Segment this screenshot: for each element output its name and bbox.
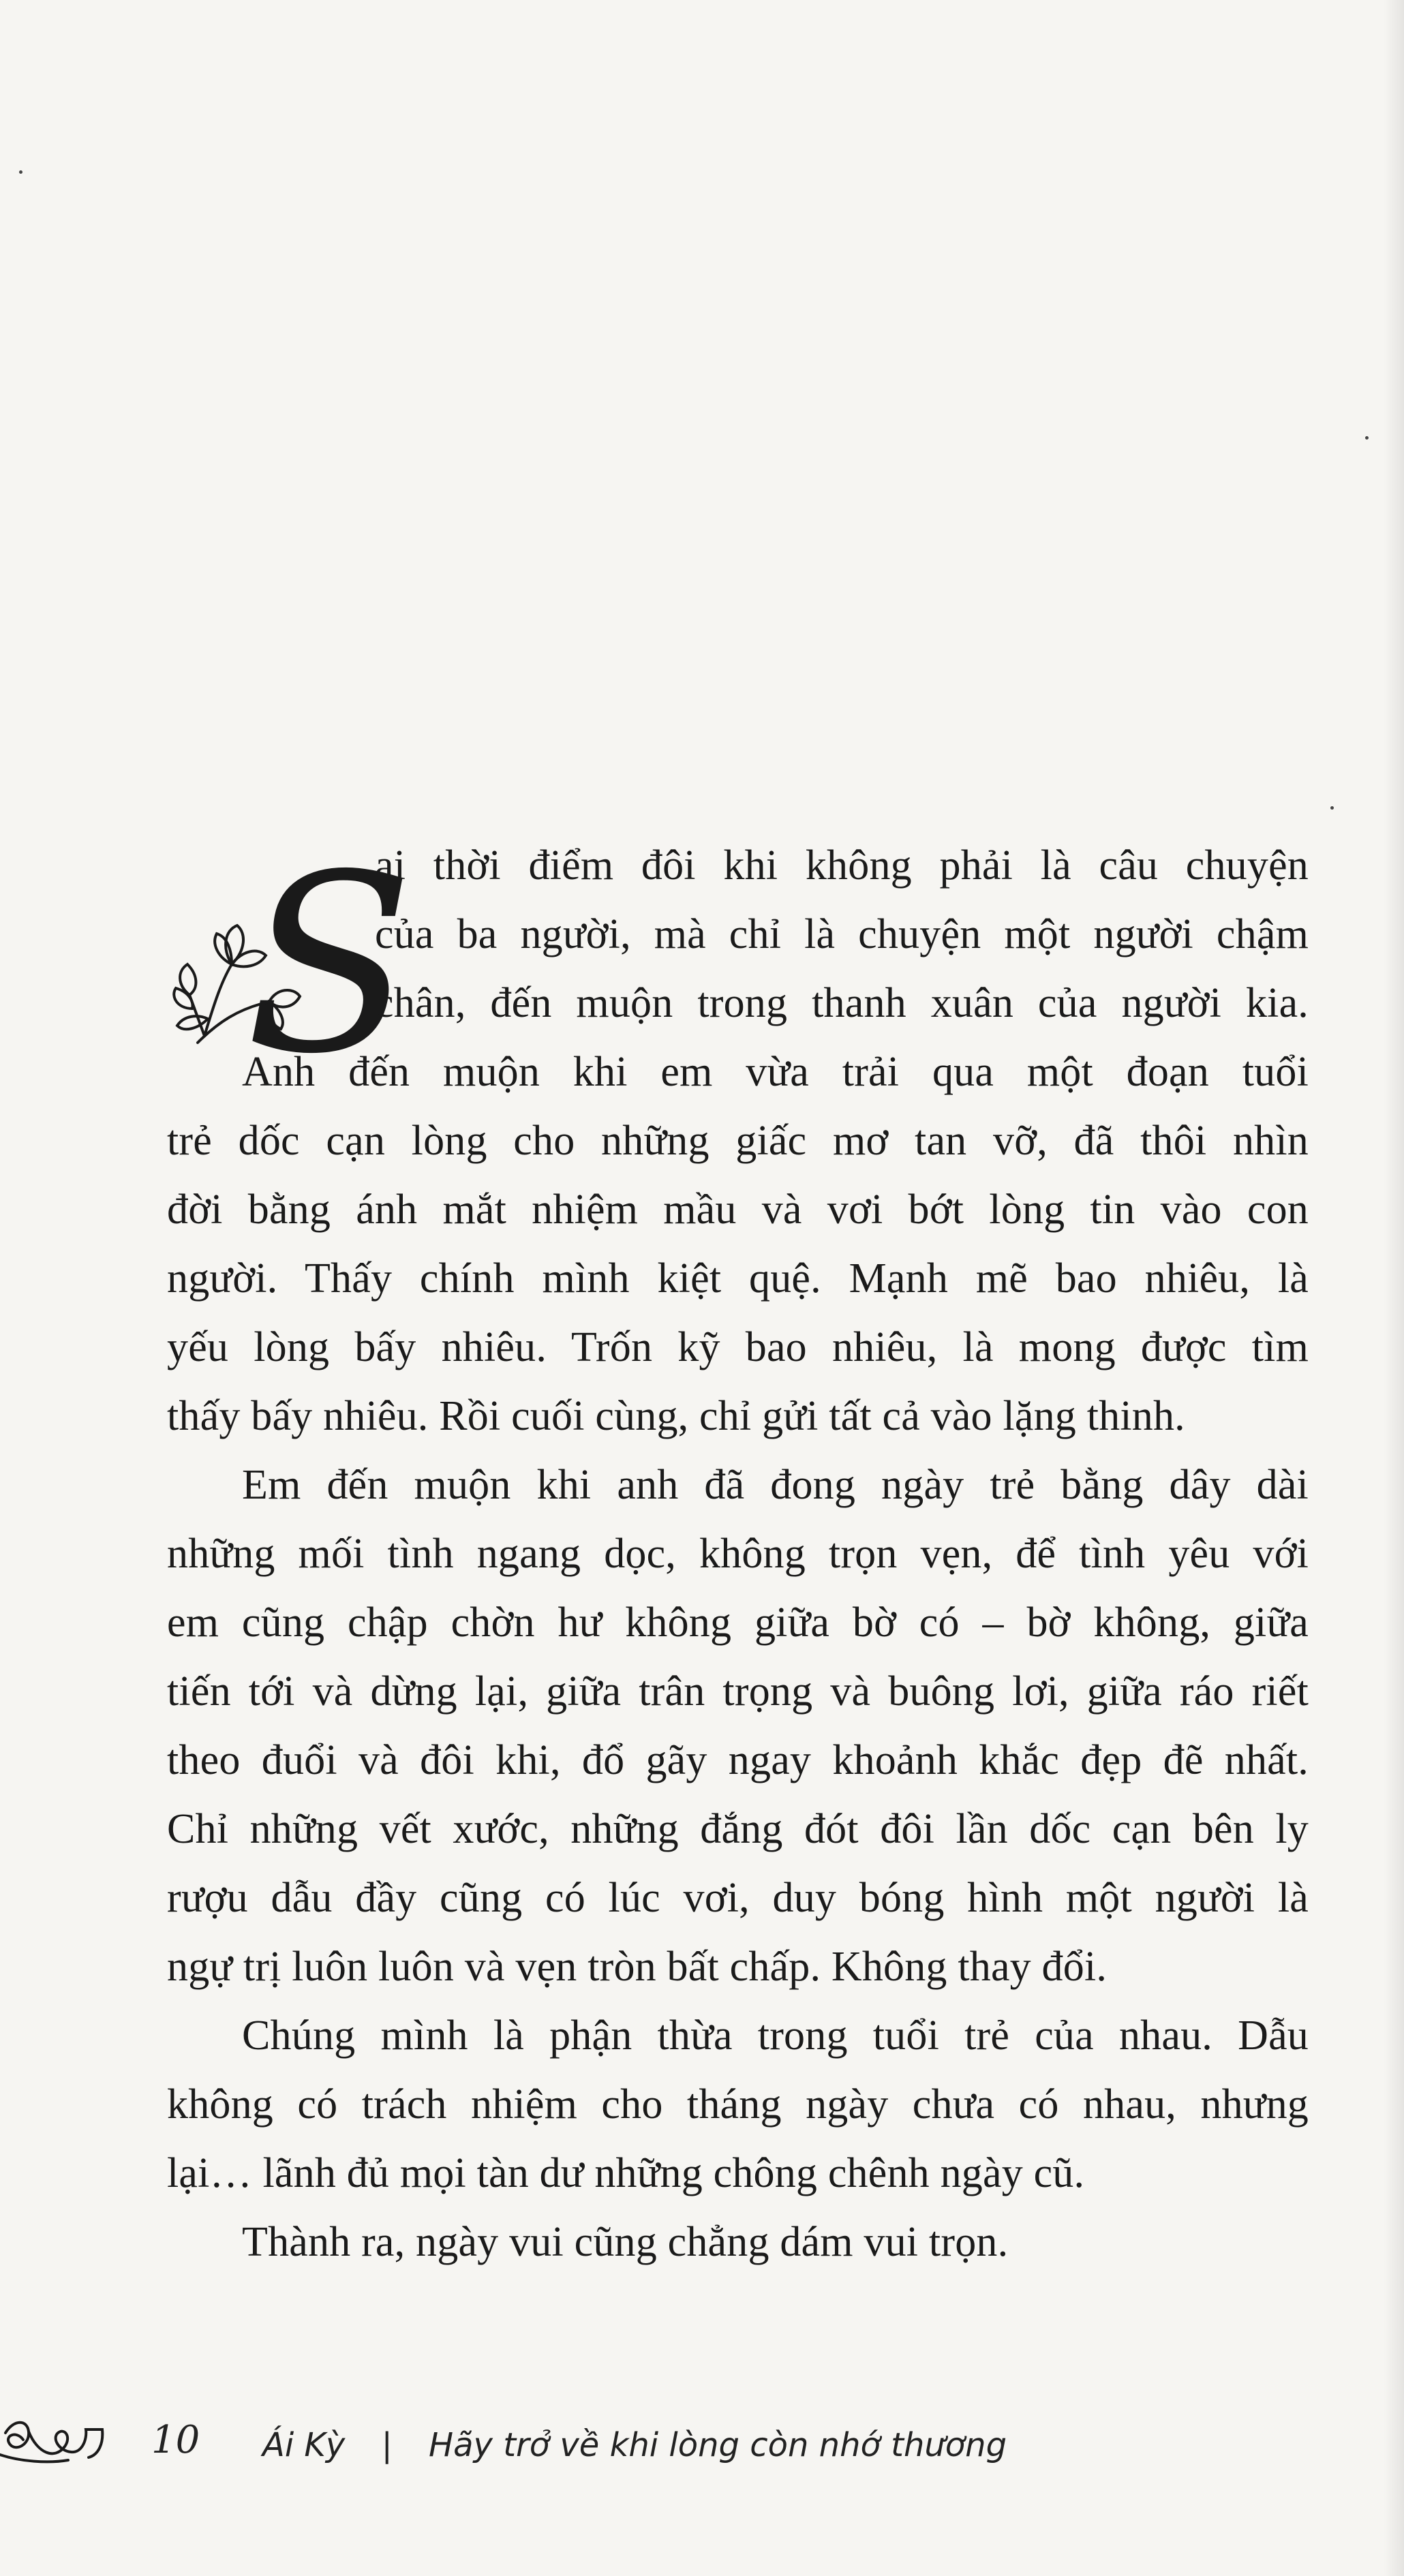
page-edge-shadow bbox=[1384, 0, 1404, 2576]
text-line: thấy bấy nhiêu. Rồi cuối cùng, chỉ gửi tất cả vào lặng thinh. bbox=[167, 1393, 1185, 1439]
paper-speck bbox=[1365, 436, 1369, 440]
text-line: ngự trị luôn luôn và vẹn tròn bất chấp. Không thay đổi. bbox=[167, 1944, 1108, 1990]
drop-cap-letter: S bbox=[245, 822, 414, 1107]
text-line: Thành ra, ngày vui cũng chẳng dám vui trọn. bbox=[242, 2219, 1009, 2265]
page-number: 10 bbox=[151, 2418, 200, 2462]
text-line: người. Thấy chính mình kiệt quệ. Mạnh mẽ bao nhiêu, là bbox=[167, 1255, 1309, 1302]
footer-flourish-icon bbox=[0, 2412, 112, 2474]
paper-speck bbox=[19, 170, 22, 174]
text-line: yếu lòng bấy nhiêu. Trốn kỹ bao nhiêu, là mong được tìm bbox=[167, 1324, 1309, 1370]
text-line: lại… lãnh đủ mọi tàn dư những chông chênh ngày cũ. bbox=[167, 2150, 1085, 2196]
header-separator: | bbox=[381, 2426, 393, 2464]
text-line: đời bằng ánh mắt nhiệm mầu và vơi bớt lòng tin vào con bbox=[167, 1186, 1309, 1233]
text-line: chân, đến muộn trong thanh xuân của người kia. bbox=[375, 980, 1309, 1026]
text-line: không có trách nhiệm cho tháng ngày chưa có nhau, nhưng bbox=[167, 2081, 1309, 2128]
paper-speck bbox=[1330, 806, 1334, 810]
body-text bbox=[167, 831, 1309, 2277]
text-line: tiến tới và dừng lại, giữa trân trọng và buông lơi, giữa ráo riết bbox=[167, 1668, 1309, 1715]
text-line: của ba người, mà chỉ là chuyện một người chậm bbox=[375, 911, 1309, 957]
text-line: Em đến muộn khi anh đã đong ngày trẻ bằng dây dài bbox=[242, 1462, 1309, 1508]
text-line: theo đuổi và đôi khi, đổ gãy ngay khoảnh khắc đẹp đẽ nhất. bbox=[167, 1737, 1309, 1783]
text-line: ai thời điểm đôi khi không phải là câu chuyện bbox=[375, 842, 1309, 889]
text-line: Anh đến muộn khi em vừa trải qua một đoạn tuổi bbox=[242, 1049, 1309, 1095]
text-line: em cũng chập chờn hư không giữa bờ có – bờ không, giữa bbox=[167, 1599, 1309, 1646]
author-name: Ái Kỳ bbox=[262, 2426, 346, 2464]
text-line: Chỉ những vết xước, những đắng đót đôi lần dốc cạn bên ly bbox=[167, 1806, 1309, 1852]
text-line: Chúng mình là phận thừa trong tuổi trẻ của nhau. Dẫu bbox=[242, 2012, 1309, 2059]
running-head bbox=[262, 2426, 1007, 2464]
book-title: Hãy trở về khi lòng còn nhớ thương bbox=[429, 2426, 1007, 2464]
text-line: rượu dẫu đầy cũng có lúc vơi, duy bóng hình một người là bbox=[167, 1875, 1309, 1921]
page-footer bbox=[0, 2412, 1022, 2474]
text-line: những mối tình ngang dọc, không trọn vẹn, để tình yêu với bbox=[167, 1531, 1309, 1577]
text-line: trẻ dốc cạn lòng cho những giấc mơ tan vỡ, đã thôi nhìn bbox=[167, 1118, 1309, 1164]
